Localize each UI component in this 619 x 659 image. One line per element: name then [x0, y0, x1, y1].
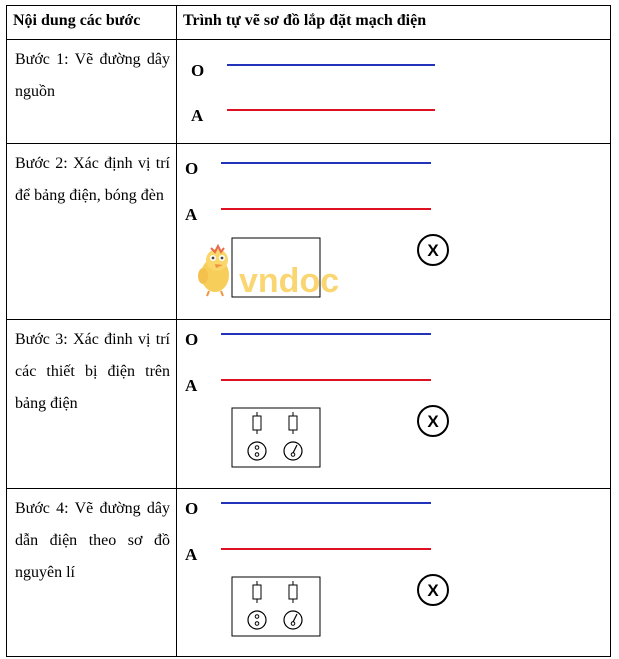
switch-icon — [284, 442, 302, 460]
step3-diagram — [177, 320, 610, 488]
step-description: Bước 3: Xác đinh vị trí các thiết bị điện trên bảng điện — [7, 320, 177, 489]
lamp-symbol — [418, 235, 448, 265]
fuse-icon — [289, 581, 297, 603]
header-drawing-order: Trình tự vẽ sơ đồ lắp đặt mạch điện — [177, 6, 611, 40]
watermark — [198, 246, 339, 300]
fuse-icon — [253, 581, 261, 603]
phase-label: A — [185, 376, 198, 395]
steps-table — [6, 5, 611, 657]
lamp-label: X — [427, 412, 439, 431]
table-row — [7, 144, 611, 320]
table-header-row — [7, 6, 611, 40]
step-description: Bước 2: Xác định vị trí để bảng điện, bóng đèn — [7, 144, 177, 320]
header-steps-content: Nội dung các bước — [7, 6, 177, 40]
lamp-label: X — [427, 581, 439, 600]
step2-diagram — [177, 144, 610, 319]
neutral-label: O — [191, 61, 205, 80]
phase-label: A — [185, 545, 198, 564]
neutral-label: O — [185, 159, 199, 178]
step-diagram — [177, 40, 611, 144]
socket-icon — [248, 611, 266, 629]
table-row — [7, 489, 611, 657]
switch-icon — [284, 611, 302, 629]
step1-diagram — [177, 40, 610, 143]
switchboard-box — [232, 577, 320, 636]
fuse-icon — [253, 412, 261, 434]
step-diagram — [177, 320, 611, 489]
chick-mascot-icon — [198, 246, 229, 296]
table-row — [7, 320, 611, 489]
fuse-icon — [289, 412, 297, 434]
switchboard-box — [232, 408, 320, 467]
socket-icon — [248, 442, 266, 460]
table-row — [7, 40, 611, 144]
step-description: Bước 1: Vẽ đường dây nguồn — [7, 40, 177, 144]
lamp-symbol — [418, 575, 448, 605]
step-description: Bước 4: Vẽ đường dây dẫn điện theo sơ đồ nguyên lí — [7, 489, 177, 657]
step-diagram — [177, 489, 611, 657]
step4-diagram — [177, 489, 610, 656]
phase-label: A — [191, 106, 204, 125]
step-diagram — [177, 144, 611, 320]
neutral-label: O — [185, 499, 199, 518]
lamp-label: X — [427, 241, 439, 260]
neutral-label: O — [185, 330, 199, 349]
phase-label: A — [185, 205, 198, 224]
lamp-symbol — [418, 406, 448, 436]
watermark-text: vndoc — [239, 262, 340, 300]
